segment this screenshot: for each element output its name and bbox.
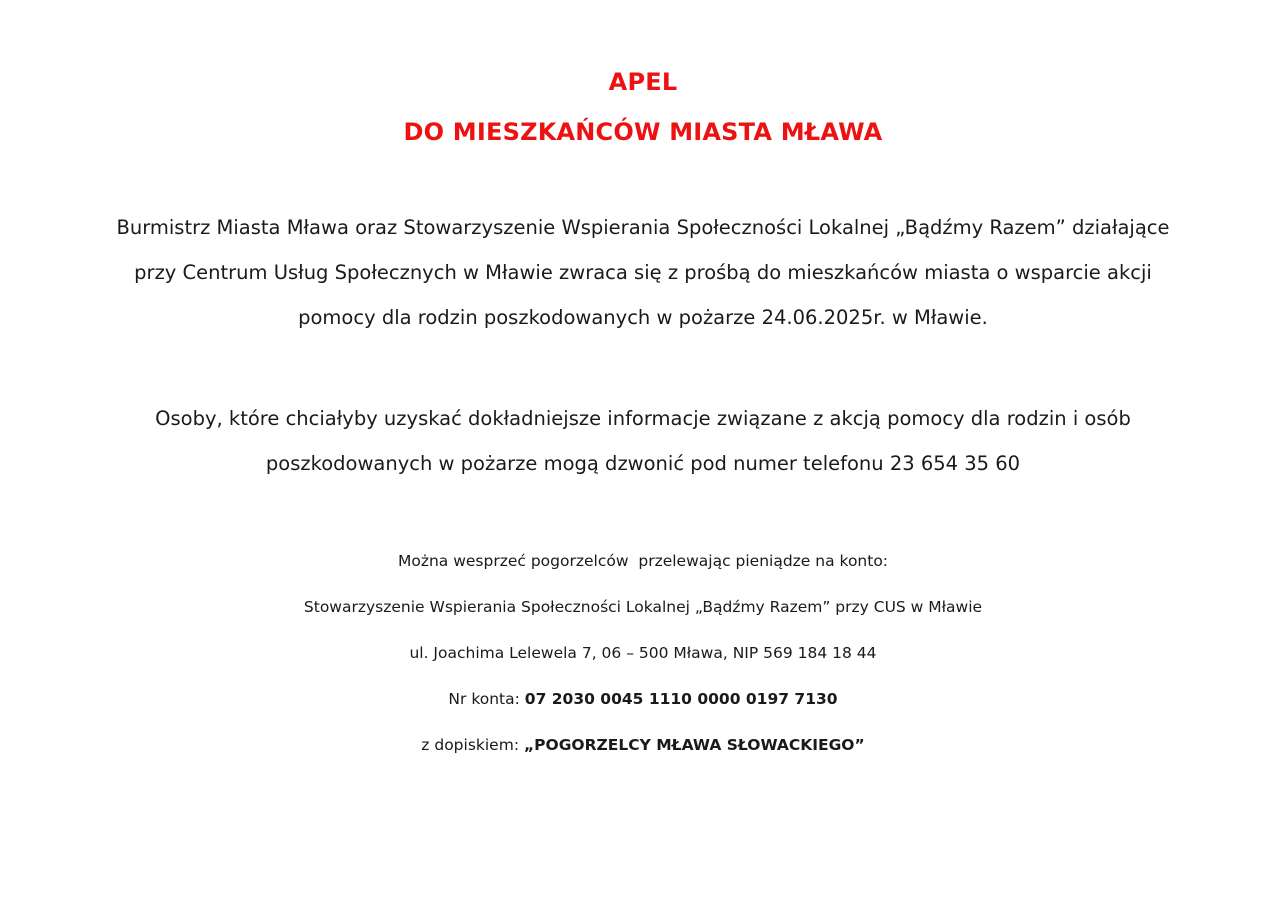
account-number: 07 2030 0045 1110 0000 0197 7130 xyxy=(524,690,838,708)
contact-paragraph: Osoby, które chciałyby uzyskać dokładniejsze informacje związane z akcją pomocy dla rodzin i osób poszkodowanych w pożarze mogą dzwonić pod numer telefonu 23 654 35 60 xyxy=(155,407,1131,475)
transfer-note-line xyxy=(0,736,1286,754)
title-line-addressee: DO MIESZKAŃCÓW MIASTA MŁAWA xyxy=(403,118,883,146)
account-line xyxy=(0,690,1286,708)
organization-address: ul. Joachima Lelewela 7, 06 – 500 Mława, NIP 569 184 18 44 xyxy=(409,644,877,662)
account-label: Nr konta: xyxy=(448,690,525,708)
appeal-paragraph: Burmistrz Miasta Mława oraz Stowarzyszenie Wspierania Społeczności Lokalnej „Bądźmy Razem” działające przy Centrum Usług Społecznych w Mławie zwraca się z prośbą do mieszkańców miasta o wsparcie akcji pomocy dla rodzin poszkodowanych w pożarze 24.06.2025r. w Mławie. xyxy=(116,216,1170,329)
transfer-note-value: „POGORZELCY MŁAWA SŁOWACKIEGO” xyxy=(523,736,865,754)
organization-name: Stowarzyszenie Wspierania Społeczności Lokalnej „Bądźmy Razem” przy CUS w Mławie xyxy=(303,598,983,616)
transfer-note-label: z dopiskiem: xyxy=(421,736,524,754)
title-line-apel: APEL xyxy=(608,68,678,96)
donation-intro: Można wesprzeć pogorzelców przelewając pieniądze na konto: xyxy=(397,552,889,570)
